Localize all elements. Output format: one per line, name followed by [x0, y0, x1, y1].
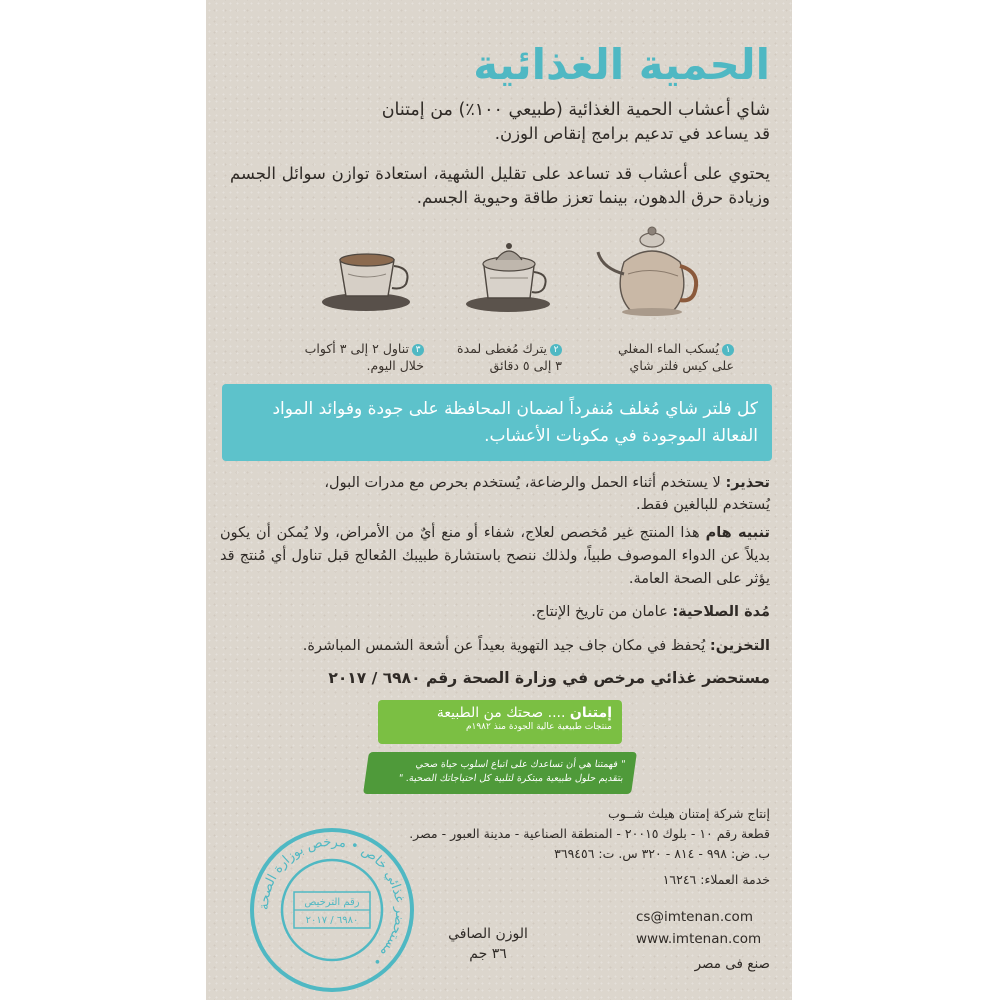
brand-name: إمتنان [569, 705, 612, 721]
net-weight [428, 926, 548, 962]
manufacturer-line-1: إنتاج شركة إمتنان هيلث شــوب [607, 806, 770, 821]
stamp-license-number: ٦٩٨٠ / ٢٠١٧ [305, 915, 359, 926]
slogan-line-1: " فهمتنا هي أن تساعدك على اتباع اسلوب حياة صحي [415, 759, 626, 770]
manufacturer-line-3: ب. ض: ٩٩٨ - ٨١٤ - ٣٢٠ س. ت: ٣٦٩٤٥٦ [554, 846, 770, 861]
stamp-license-label: رقم الترخيص [304, 897, 360, 908]
product-title: الحمية الغذائية [473, 40, 770, 89]
step-2 [432, 340, 562, 374]
slogan-badge [363, 752, 637, 794]
validity-section [220, 600, 770, 624]
notice-label: تنبيه هام [705, 525, 770, 541]
warning-section [220, 472, 770, 516]
covered-cup-icon [464, 236, 564, 316]
brand-badge [378, 700, 622, 744]
banner-text: كل فلتر شاي مُغلف مُنفرداً لضمان المحافظة على جودة وفوائد المواد الفعالة الموجودة في مكونات الأعشاب. [272, 399, 758, 446]
warning-text: لا يستخدم أثناء الحمل والرضاعة، يُستخدم بحرص مع مدرات البول، [324, 475, 726, 491]
intro-paragraph [230, 98, 770, 146]
step-3 [294, 340, 424, 374]
health-ministry-stamp-icon [248, 826, 416, 994]
net-weight-value: ٣٦ جم [469, 946, 507, 962]
individually-wrapped-banner [222, 384, 772, 461]
slogan-line-2: بتقديم حلول طبيعية مبتكرة لتلبية كل احتياجاتك الصحية. " [397, 773, 624, 784]
step-2-number: ٢ [550, 344, 562, 356]
contact-email[interactable]: cs@imtenan.com [636, 909, 753, 925]
teapot-icon [594, 222, 706, 322]
step-1 [604, 340, 734, 374]
manufacturer-line-2: قطعة رقم ١٠ - بلوك ٢٠٠١٥ - المنطقة الصناعية - مدينة العبور - مصر. [409, 826, 770, 841]
warning-line-2: يُستخدم للبالغين فقط. [636, 497, 770, 513]
customer-service: خدمة العملاء: ١٦٢٤٦ [662, 872, 770, 887]
step-1-number: ١ [722, 344, 734, 356]
stamp-ring-text: مستحضر غذائي خاص • مرخص بوزارة الصحة • [256, 834, 408, 969]
storage-section [220, 634, 770, 658]
step-2-line-2: ٣ إلى ٥ دقائق [489, 358, 562, 373]
contact-website[interactable]: www.imtenan.com [636, 931, 762, 947]
step-2-line-1: يترك مُغطى لمدة [457, 341, 547, 356]
net-weight-label: الوزن الصافي [448, 926, 528, 942]
brand-sub: منتجات طبيعية عالية الجودة منذ ١٩٨٢م [465, 722, 612, 732]
step-3-line-2: خلال اليوم. [366, 358, 424, 373]
step-3-line-1: تناول ٢ إلى ٣ أكواب [304, 341, 409, 356]
registration-statement: مستحضر غذائي مرخص في وزارة الصحة رقم ٦٩٨٠ / ٢٠١٧ [328, 669, 770, 687]
contact-block [636, 906, 761, 950]
warning-label: تحذير: [725, 475, 770, 491]
tea-cup-icon [320, 244, 420, 314]
tea-box-back-panel [206, 0, 792, 1000]
step-3-number: ٣ [412, 344, 424, 356]
step-1-line-1: يُسكب الماء المغلي [617, 341, 719, 356]
step-1-line-2: على كيس فلتر شاي [629, 358, 734, 373]
validity-text: عامان من تاريخ الإنتاج. [531, 604, 673, 620]
brand-tagline: .... صحتك من الطبيعة [436, 705, 566, 721]
storage-label: التخزين: [709, 638, 770, 654]
storage-text: يُحفظ في مكان جاف جيد التهوية بعيداً عن أشعة الشمس المباشرة. [302, 638, 710, 654]
notice-section [220, 522, 770, 591]
validity-label: مُدة الصلاحية: [672, 604, 770, 620]
notice-text: هذا المنتج غير مُخصص لعلاج، شفاء أو منع أيٌ من الأمراض، ولا يُمكن أن يكون بديلاً عن الدواء الموصوف طبياً، ولذلك ننصح باستشارة طبيبك المُعالج قبل تناول أي مُنتج قد يؤثر على الصحة العامة. [220, 525, 770, 587]
description-paragraph: يحتوي على أعشاب قد تساعد على تقليل الشهية، استعادة توازن سوائل الجسم وزيادة حرق الدهون، بينما تعزز طاقة وحيوية الجسم. [230, 164, 770, 207]
made-in-egypt: صنع فى مصر [694, 956, 770, 972]
intro-line-1: شاي أعشاب الحمية الغذائية (طبيعي ١٠٠٪) من إمتنان [381, 100, 770, 120]
intro-line-2: قد يساعد في تدعيم برامج إنقاص الوزن. [494, 124, 770, 143]
